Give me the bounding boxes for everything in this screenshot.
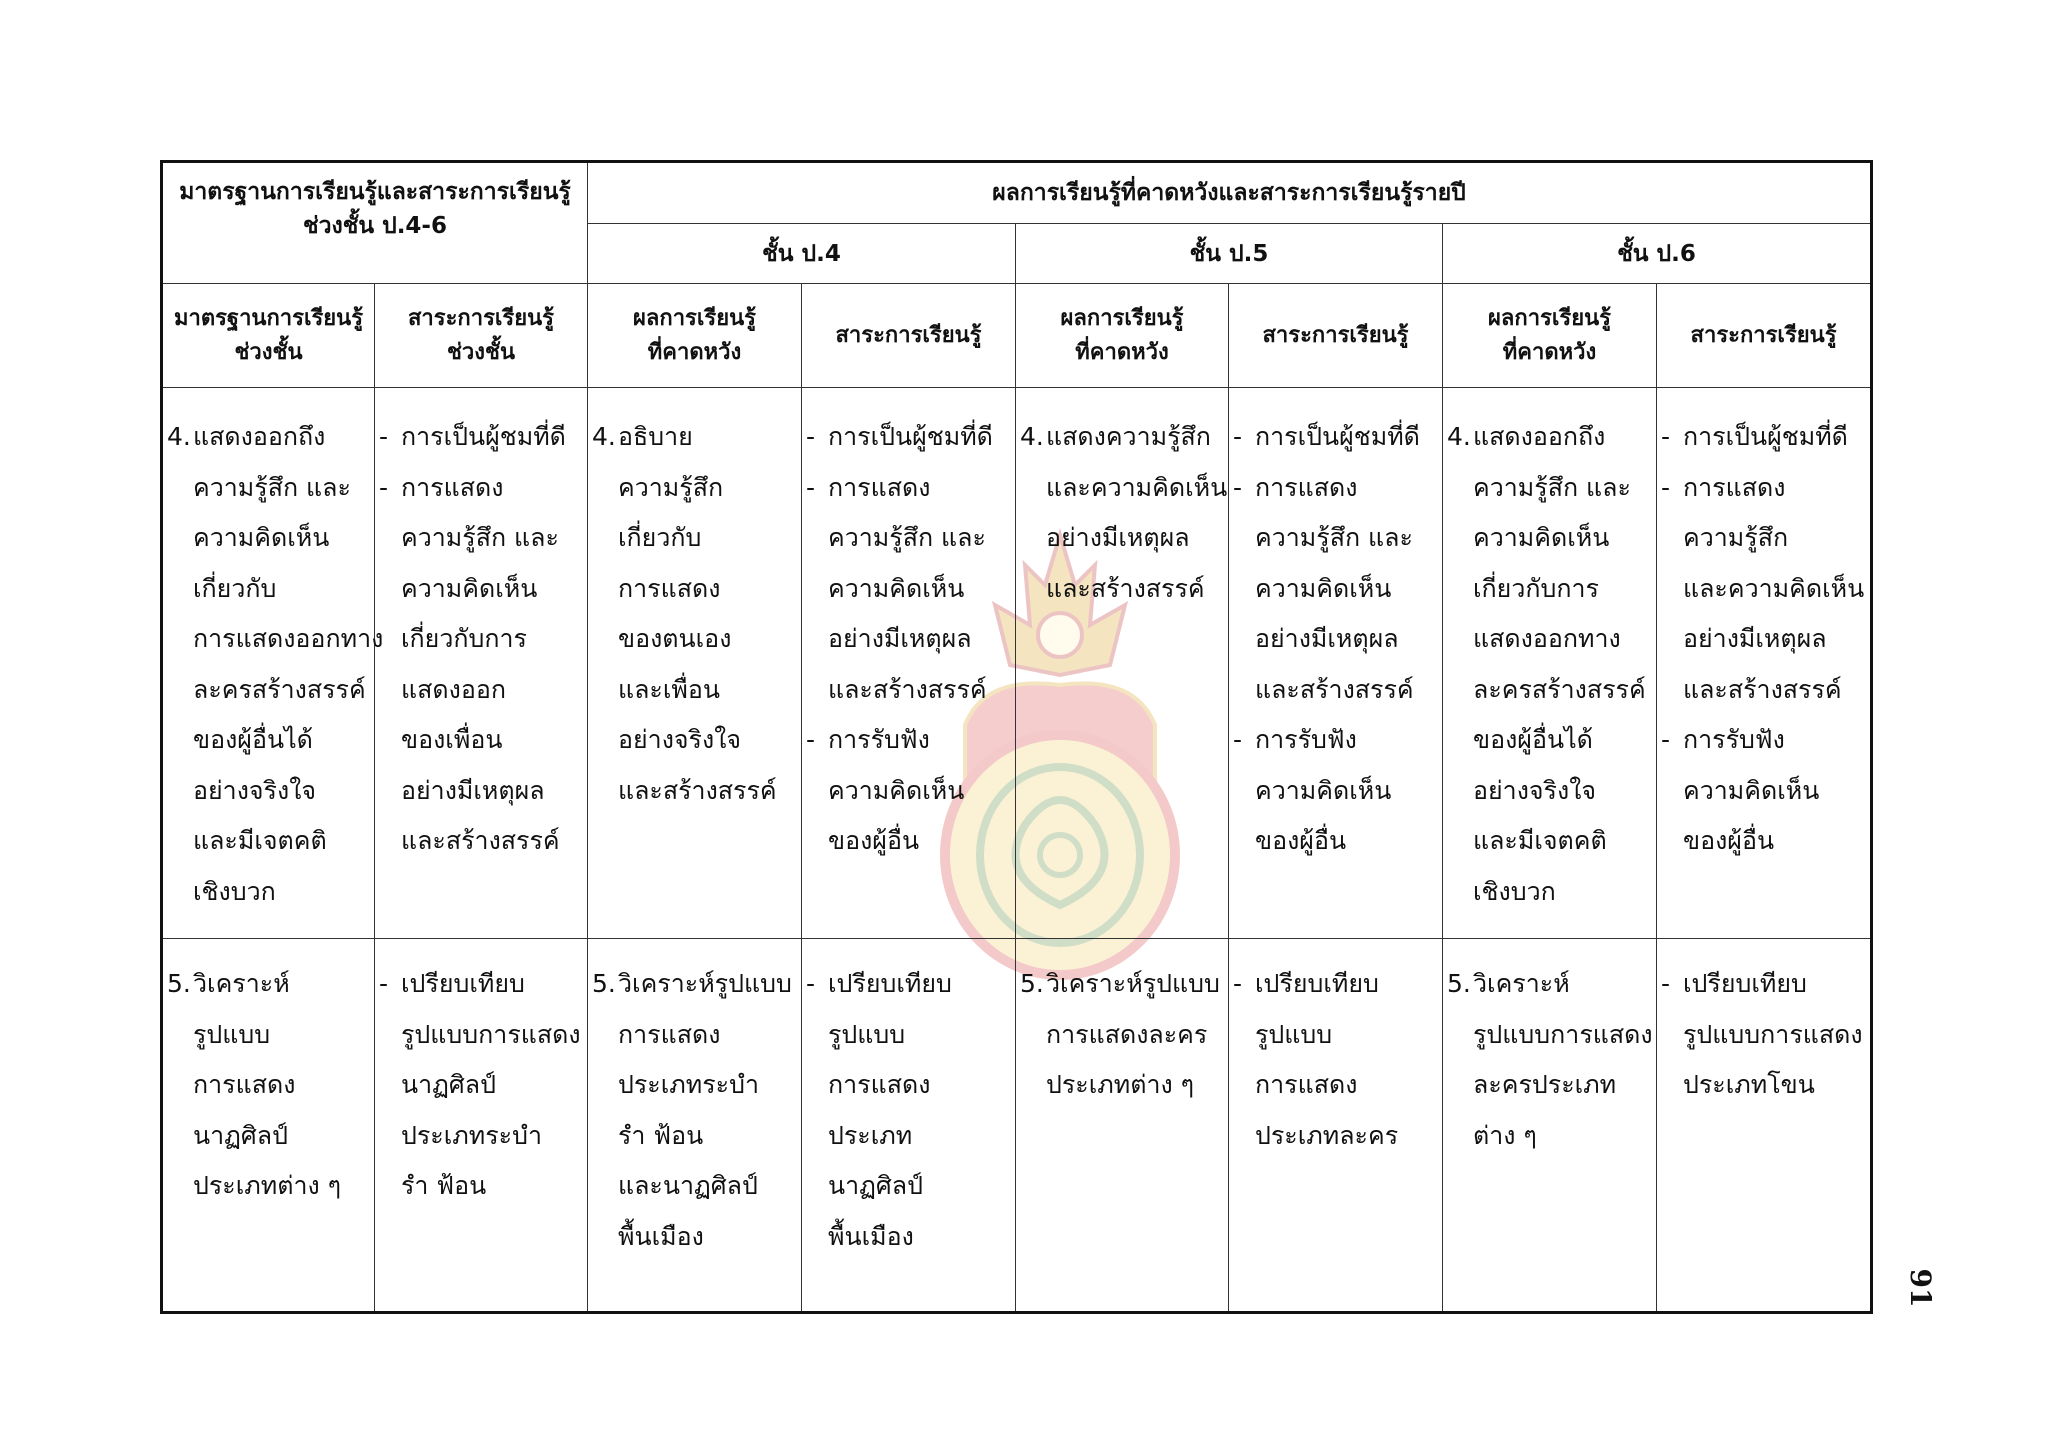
subheader-row	[162, 284, 1872, 388]
text-line: รูปแบบ	[193, 1019, 271, 1049]
bullet-item	[1657, 412, 1870, 463]
text-line: การแสดง	[1255, 1070, 1358, 1099]
text-line: พื้นเมือง	[828, 1221, 914, 1251]
text-line: รูปแบบการแสดง	[1473, 1019, 1653, 1049]
content-cell	[1229, 388, 1443, 939]
bullet-item	[375, 463, 587, 867]
text-line: การแสดง	[618, 573, 721, 603]
text-line: แสดงออกทาง	[1473, 624, 1621, 653]
bullet-text	[828, 959, 1015, 1262]
text-line: นาฏศิลป์	[401, 1070, 496, 1099]
item-text	[618, 412, 801, 816]
item-number: 5.	[1447, 969, 1471, 998]
dash-bullet-icon: -	[379, 472, 389, 502]
text-line: รำ ฟ้อน	[401, 1171, 487, 1200]
subheader-line2: ที่คาดหวัง	[647, 339, 742, 365]
text-line: แสดงออกถึง	[193, 422, 326, 451]
subheader-line1: สาระการเรียนรู้	[835, 322, 982, 348]
text-line: ประเภทต่าง ๆ	[193, 1171, 342, 1200]
text-line: เปรียบเทียบ	[1255, 969, 1379, 998]
bullet-text	[1255, 715, 1442, 867]
text-line: และมีเจตคติ	[1473, 826, 1607, 855]
content-cell	[162, 388, 384, 939]
subheader-cell	[162, 284, 375, 388]
text-line: และสร้างสรรค์	[401, 826, 560, 855]
numbered-item	[1443, 959, 1656, 1161]
text-line: อย่างมีเหตุผล	[1683, 624, 1827, 653]
bullet-item	[802, 412, 1015, 463]
text-line: อย่างมีเหตุผล	[1046, 523, 1190, 552]
text-line: ความคิดเห็น	[193, 523, 330, 552]
text-line: การเป็นผู้ชมที่ดี	[1683, 422, 1848, 451]
text-line: และสร้างสรรค์	[618, 775, 777, 805]
text-line: การแสดง	[401, 472, 504, 502]
content-cell	[802, 939, 1016, 1313]
text-line: ของผู้อื่น	[828, 826, 920, 855]
item-text	[193, 412, 383, 917]
bullet-text	[1255, 412, 1442, 463]
text-line: ความคิดเห็น	[401, 573, 538, 603]
text-line: ความรู้สึก	[618, 472, 724, 502]
dash-bullet-icon: -	[1661, 472, 1671, 502]
bullet-item	[375, 959, 587, 1212]
content-cell	[1657, 388, 1872, 939]
left-title-line2: ช่วงชั้น ป.4-6	[303, 213, 447, 239]
text-line: ประเภทโขน	[1683, 1070, 1815, 1099]
text-line: ละครสร้างสรรค์	[193, 674, 366, 704]
item-text	[1046, 412, 1228, 614]
subheader-line1: มาตรฐานการเรียนรู้	[173, 305, 364, 331]
text-line: นาฏศิลป์	[193, 1120, 288, 1150]
text-line: วิเคราะห์รูปแบบ	[1046, 969, 1220, 998]
text-line: การแสดง	[828, 1070, 931, 1099]
text-line: เกี่ยวกับการ	[1473, 573, 1599, 603]
item-number: 5.	[167, 969, 191, 998]
page-number: 91	[1904, 1268, 1937, 1308]
bullet-text	[828, 715, 1015, 867]
bullet-text	[1255, 463, 1442, 716]
content-row-5	[162, 939, 1872, 1313]
text-line: การแสดงออกทาง	[193, 624, 384, 653]
text-line: ความรู้สึก และ	[1473, 472, 1631, 502]
text-line: อธิบาย	[618, 422, 693, 451]
subheader-cell	[375, 284, 588, 388]
item-number: 4.	[1020, 422, 1044, 451]
subheader-cell	[1229, 284, 1443, 388]
bullet-item	[1229, 715, 1442, 867]
item-number: 4.	[592, 422, 616, 451]
text-line: ประเภทต่าง ๆ	[1046, 1070, 1195, 1099]
subheader-line1: ผลการเรียนรู้	[633, 305, 756, 331]
numbered-item	[163, 959, 374, 1212]
subheader-line1: ผลการเรียนรู้	[1488, 305, 1611, 331]
text-line: เกี่ยวกับ	[193, 573, 277, 603]
bullet-text	[1683, 715, 1870, 867]
content-cell	[1657, 939, 1872, 1313]
text-line: พื้นเมือง	[618, 1221, 704, 1251]
bullet-text	[828, 463, 1015, 716]
text-line: การแสดง	[1255, 472, 1358, 502]
text-line: การรับฟัง	[828, 725, 930, 754]
content-cell	[1229, 939, 1443, 1313]
subheader-line1: สาระการเรียนรู้	[1690, 322, 1837, 348]
item-text	[1046, 959, 1228, 1111]
numbered-item	[1016, 412, 1228, 614]
bullet-text	[828, 412, 1015, 463]
subheader-line1: ผลการเรียนรู้	[1060, 305, 1184, 331]
left-title-line1: มาตรฐานการเรียนรู้และสาระการเรียนรู้	[179, 179, 571, 205]
text-line: ความคิดเห็น	[1473, 523, 1610, 552]
subheader-line2: ที่คาดหวัง	[1502, 339, 1597, 365]
text-line: ของผู้อื่น	[1683, 826, 1775, 855]
item-number: 5.	[592, 969, 616, 998]
subheader-cell	[1443, 284, 1657, 388]
text-line: อย่างจริงใจ	[1473, 775, 1597, 805]
content-cell	[1016, 388, 1229, 939]
bullet-text	[401, 959, 587, 1212]
text-line: เปรียบเทียบ	[401, 969, 525, 998]
text-line: ละครประเภท	[1473, 1070, 1617, 1099]
content-cell	[1443, 939, 1657, 1313]
text-line: และสร้างสรรค์	[828, 674, 987, 704]
text-line: อย่างมีเหตุผล	[1255, 624, 1399, 653]
bullet-item	[1229, 412, 1442, 463]
bullet-item	[1657, 463, 1870, 716]
bullet-text	[1683, 463, 1870, 716]
text-line: ความคิดเห็น	[828, 775, 965, 805]
bullet-text	[1683, 959, 1870, 1111]
grade-header-p4: ชั้น ป.4	[588, 224, 1016, 284]
dash-bullet-icon: -	[806, 725, 816, 754]
text-line: และเพื่อน	[618, 674, 720, 704]
bullet-text	[1683, 412, 1870, 463]
text-line: การรับฟัง	[1255, 725, 1357, 754]
dash-bullet-icon: -	[806, 422, 816, 451]
subheader-cell	[588, 284, 802, 388]
bullet-text	[1255, 959, 1442, 1161]
text-line: วิเคราะห์รูปแบบ	[618, 969, 792, 998]
dash-bullet-icon: -	[1233, 969, 1243, 998]
item-number: 4.	[167, 422, 191, 451]
text-line: การเป็นผู้ชมที่ดี	[828, 422, 993, 451]
subheader-cell	[802, 284, 1016, 388]
text-line: เกี่ยวกับการ	[401, 624, 527, 653]
text-line: ของเพื่อน	[401, 725, 503, 754]
subheader-line1: สาระการเรียนรู้	[408, 305, 554, 331]
content-cell	[1443, 388, 1657, 939]
text-line: ความรู้สึก	[1683, 523, 1789, 552]
text-line: รำ ฟ้อน	[618, 1120, 704, 1150]
item-number: 4.	[1447, 422, 1471, 451]
text-line: การแสดงละคร	[1046, 1019, 1208, 1049]
dash-bullet-icon: -	[1661, 969, 1671, 998]
text-line: เปรียบเทียบ	[828, 969, 952, 998]
subheader-line1: สาระการเรียนรู้	[1262, 322, 1409, 348]
text-line: การรับฟัง	[1683, 725, 1785, 754]
dash-bullet-icon: -	[1661, 725, 1671, 754]
text-line: ของผู้อื่น	[1255, 826, 1347, 855]
text-line: ของผู้อื่นได้	[1473, 725, 1593, 754]
text-line: ความคิดเห็น	[828, 573, 965, 603]
text-line: ความรู้สึก และ	[828, 523, 986, 552]
text-line: ความคิดเห็น	[1255, 573, 1392, 603]
subheader-line2: ช่วงชั้น	[447, 339, 515, 365]
dash-bullet-icon: -	[379, 422, 389, 451]
numbered-item	[1016, 959, 1228, 1111]
text-line: เกี่ยวกับ	[618, 523, 702, 552]
subheader-cell	[1657, 284, 1872, 388]
bullet-item	[375, 412, 587, 463]
text-line: รูปแบบการแสดง	[1683, 1019, 1863, 1049]
numbered-item	[163, 412, 384, 917]
item-number: 5.	[1020, 969, 1044, 998]
text-line: แสดงความรู้สึก	[1046, 422, 1211, 451]
text-line: การแสดง	[1683, 472, 1786, 502]
text-line: อย่างจริงใจ	[193, 775, 317, 805]
text-line: อย่างจริงใจ	[618, 725, 742, 754]
bullet-item	[1229, 959, 1442, 1161]
content-row-4	[162, 388, 1872, 939]
dash-bullet-icon: -	[379, 969, 389, 998]
text-line: ประเภท	[828, 1120, 913, 1150]
dash-bullet-icon: -	[806, 472, 816, 502]
text-line: เปรียบเทียบ	[1683, 969, 1807, 998]
text-line: วิเคราะห์	[1473, 969, 1570, 998]
bullet-item	[802, 463, 1015, 716]
content-cell	[375, 388, 588, 939]
bullet-text	[401, 412, 587, 463]
content-cell	[162, 939, 375, 1313]
text-line: นาฏศิลป์	[828, 1171, 923, 1200]
text-line: วิเคราะห์	[193, 969, 290, 998]
content-cell	[588, 939, 802, 1313]
text-line: แสดงออกถึง	[1473, 422, 1606, 451]
content-cell	[588, 388, 802, 939]
text-line: และความคิดเห็น	[1683, 573, 1865, 603]
text-line: รูปแบบ	[828, 1019, 906, 1049]
text-line: การเป็นผู้ชมที่ดี	[1255, 422, 1420, 451]
numbered-item	[1443, 412, 1656, 917]
left-title-cell	[162, 162, 588, 284]
text-line: และสร้างสรรค์	[1683, 674, 1842, 704]
numbered-item	[588, 959, 801, 1262]
text-line: เชิงบวก	[1473, 876, 1556, 906]
text-line: รูปแบบการแสดง	[401, 1019, 581, 1049]
text-line: และสร้างสรรค์	[1046, 573, 1205, 603]
text-line: ต่าง ๆ	[1473, 1120, 1537, 1150]
content-cell	[1016, 939, 1229, 1313]
subheader-line2: ที่คาดหวัง	[1075, 339, 1169, 365]
text-line: อย่างมีเหตุผล	[828, 624, 972, 653]
item-text	[193, 959, 374, 1212]
text-line: การแสดง	[828, 472, 931, 502]
content-cell	[375, 939, 588, 1313]
text-line: แสดงออก	[401, 674, 506, 704]
text-line: ความคิดเห็น	[1683, 775, 1820, 805]
text-line: ของผู้อื่นได้	[193, 725, 313, 754]
dash-bullet-icon: -	[806, 969, 816, 998]
numbered-item	[588, 412, 801, 816]
bullet-item	[802, 715, 1015, 867]
text-line: ของตนเอง	[618, 624, 732, 653]
content-cell	[802, 388, 1016, 939]
text-line: ประเภทละคร	[1255, 1120, 1399, 1150]
dash-bullet-icon: -	[1661, 422, 1671, 451]
subheader-line2: ช่วงชั้น	[234, 339, 303, 365]
dash-bullet-icon: -	[1233, 422, 1243, 451]
bullet-item	[1657, 959, 1870, 1111]
curriculum-table	[160, 160, 1873, 1314]
text-line: ความรู้สึก และ	[401, 523, 559, 552]
text-line: ความรู้สึก และ	[193, 472, 351, 502]
text-line: และสร้างสรรค์	[1255, 674, 1414, 704]
item-text	[618, 959, 801, 1262]
text-line: การแสดง	[193, 1070, 296, 1099]
text-line: ละครสร้างสรรค์	[1473, 674, 1646, 704]
bullet-text	[401, 463, 587, 867]
text-line: การแสดง	[618, 1019, 721, 1049]
item-text	[1473, 959, 1656, 1161]
text-line: ความคิดเห็น	[1255, 775, 1392, 805]
bullet-item	[802, 959, 1015, 1262]
text-line: และความคิดเห็น	[1046, 472, 1228, 502]
right-title: ผลการเรียนรู้ที่คาดหวังและสาระการเรียนรู้รายปี	[588, 162, 1872, 224]
grade-header-p6: ชั้น ป.6	[1443, 224, 1872, 284]
subheader-cell	[1016, 284, 1229, 388]
bullet-item	[1657, 715, 1870, 867]
text-line: การเป็นผู้ชมที่ดี	[401, 422, 566, 451]
bullet-item	[1229, 463, 1442, 716]
text-line: และนาฏศิลป์	[618, 1171, 758, 1200]
dash-bullet-icon: -	[1233, 472, 1243, 502]
text-line: ประเภทระบำ	[618, 1070, 759, 1099]
grade-header-p5: ชั้น ป.5	[1016, 224, 1443, 284]
text-line: อย่างมีเหตุผล	[401, 775, 545, 805]
text-line: เชิงบวก	[193, 876, 276, 906]
text-line: รูปแบบ	[1255, 1019, 1333, 1049]
text-line: ประเภทระบำ	[401, 1120, 542, 1150]
item-text	[1473, 412, 1656, 917]
text-line: ความรู้สึก และ	[1255, 523, 1413, 552]
dash-bullet-icon: -	[1233, 725, 1243, 754]
text-line: และมีเจตคติ	[193, 826, 327, 855]
